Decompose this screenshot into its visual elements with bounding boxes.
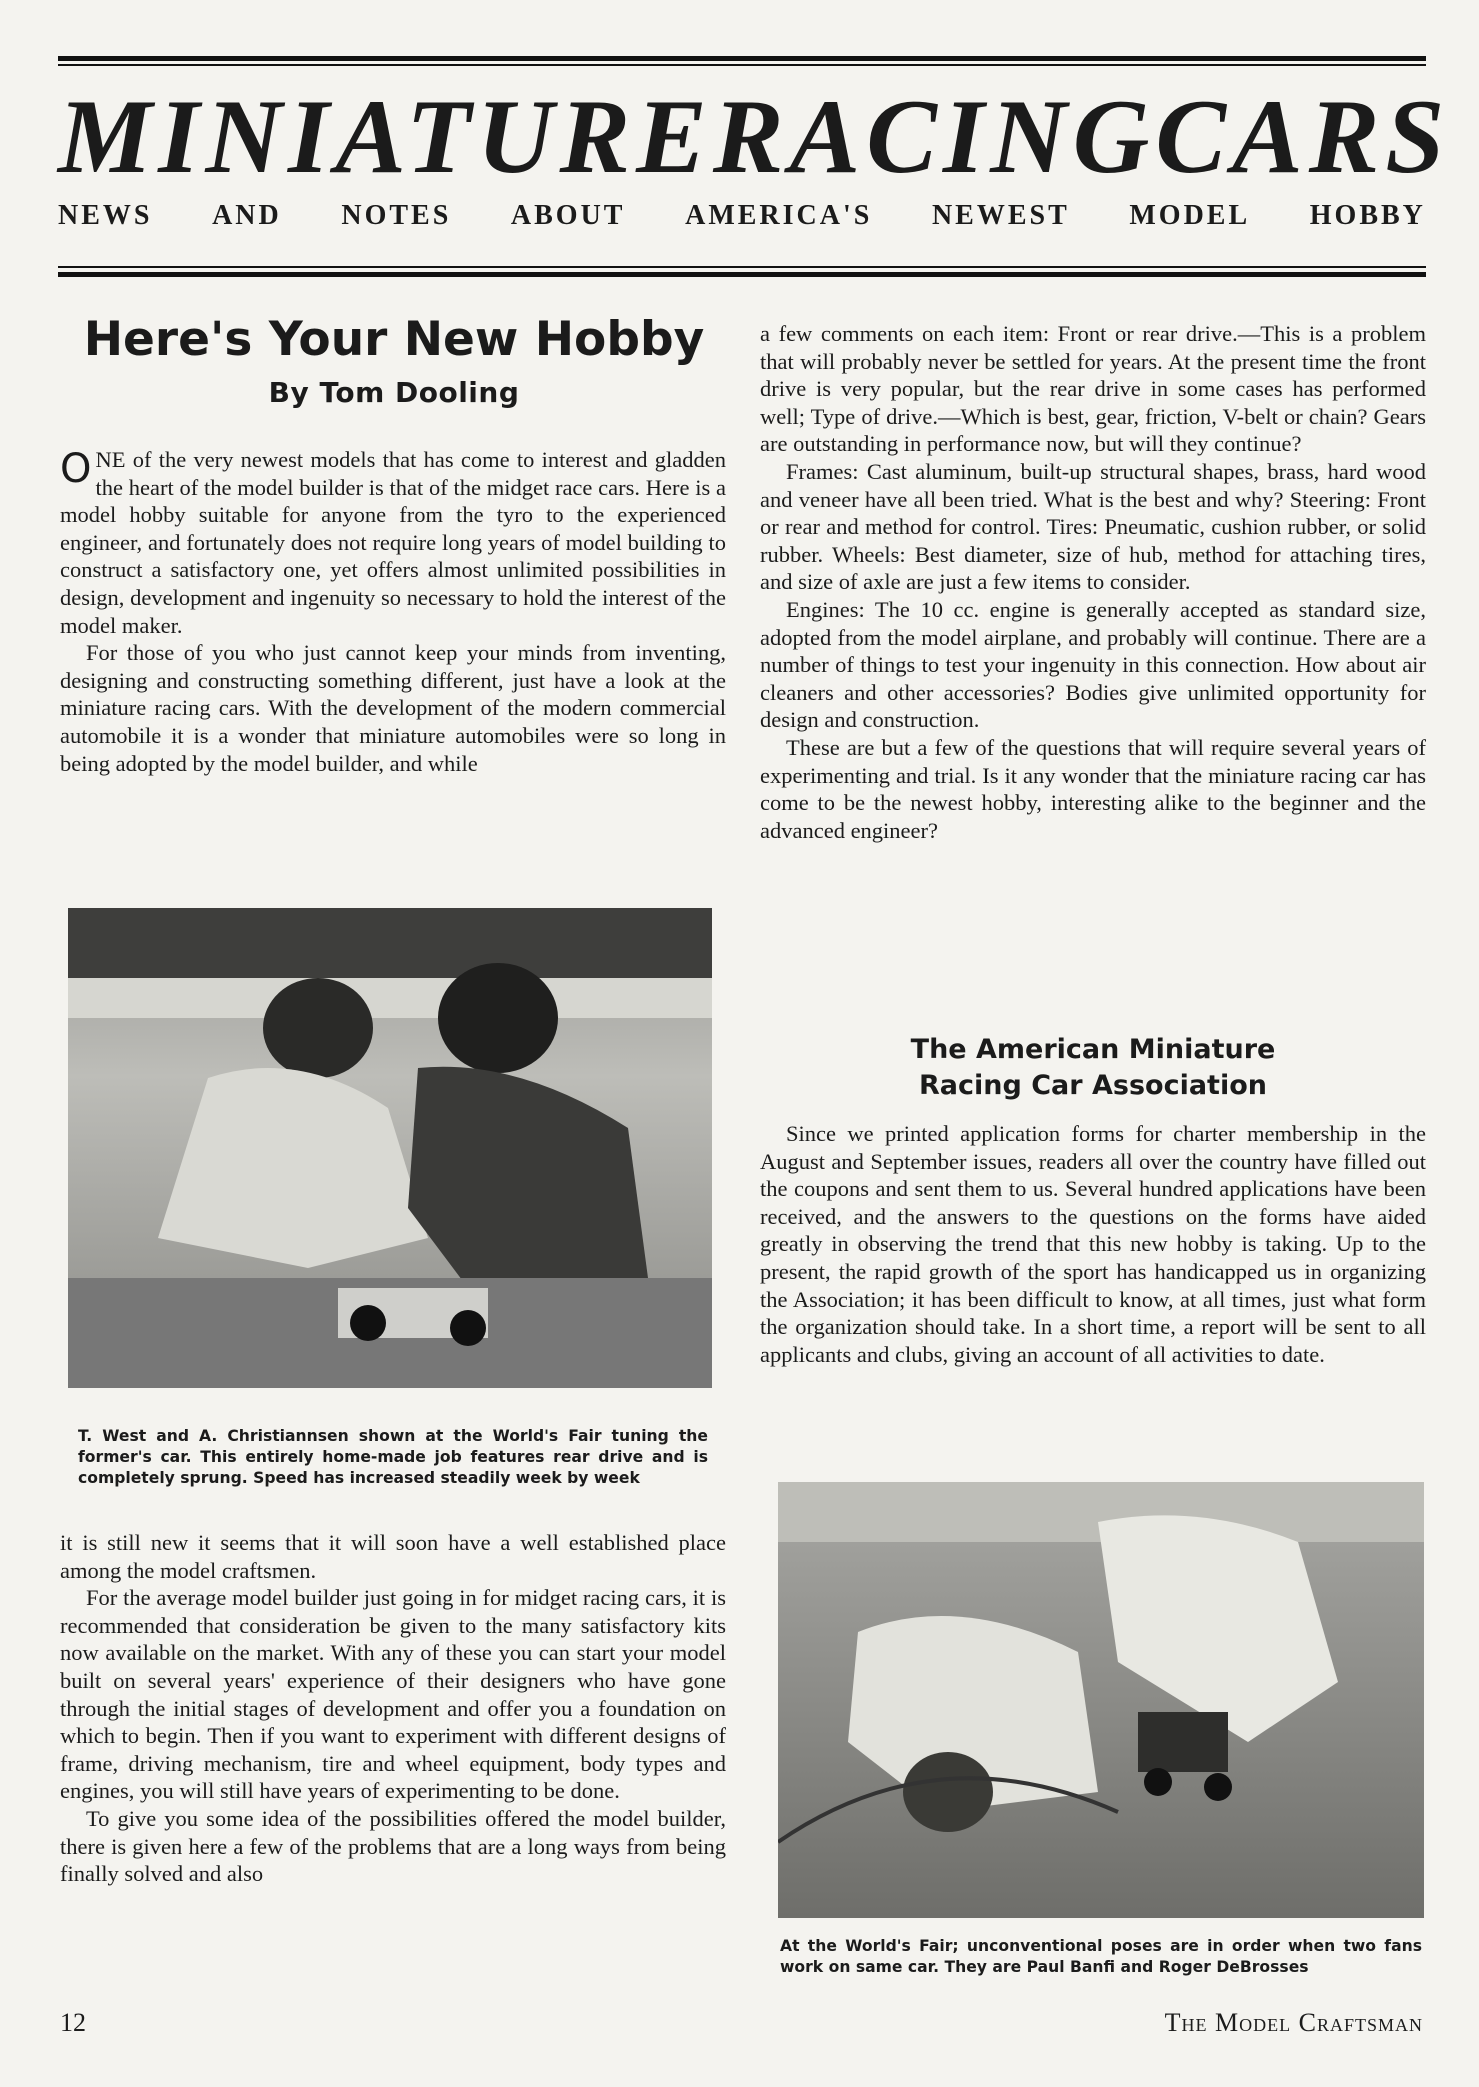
masthead-title-word: CARS (1155, 78, 1451, 195)
paragraph: For the average model builder just going in for midget racing cars, it is recommended that consideration be given to the many satisfactory kits now available on the market. With any of these you can start your model built on several years' experience of their designers who have gone through the initial stages of development and offer you a foundation on which to begin. Then if you want to experiment with different designs of frame, driving mechanism, tire and wheel equipment, body types and engines, you will still have years of experimenting to be done. (60, 1585, 726, 1804)
photo-two-men-tuning-car (68, 908, 712, 1388)
masthead-subtitle-word: MODEL (1129, 200, 1251, 231)
masthead-subtitle-word: AMERICA'S (685, 200, 873, 231)
article-title: Here's Your New Hobby (83, 312, 705, 367)
masthead-subtitle-word: NOTES (341, 200, 452, 231)
masthead-title (58, 78, 1451, 195)
right-column-middle (760, 1120, 1426, 1368)
masthead-subtitle-word: NEWEST (931, 200, 1070, 231)
paragraph: For those of you who just cannot keep your minds from inventing, designing and constructing something different, just have a look at the miniature racing cars. With the development of the modern commercial automobile it is a wonder that miniature automobiles were so long in being adopted by the model builder, and while (60, 640, 726, 776)
page-number: 12 (60, 2008, 86, 2037)
left-column-bottom (60, 1529, 726, 1888)
section-subhead (760, 1032, 1426, 1104)
masthead-bottom-rule-thin (58, 266, 1426, 268)
masthead-subtitle-word: ABOUT (510, 200, 626, 231)
paragraph: Frames: Cast aluminum, built-up structural shapes, brass, hard wood and veneer have all been tried. What is the best and why? Steering: Front or rear and method for control. Tires: Pneumatic, cushion rubber, or solid rubber. Wheels: Best diameter, size of hub, method for attaching tires, and size of axle are just a few items to consider. (760, 458, 1426, 595)
masthead-subtitle (58, 200, 1426, 232)
byline: By Tom Dooling (268, 376, 520, 409)
drop-cap: O (60, 446, 92, 492)
photo-image (778, 1482, 1424, 1918)
masthead-bottom-rule (58, 272, 1426, 277)
paragraph: To give you some idea of the possibilities offered the model builder, there is given here a few of the problems that are a long ways from being finally solved and also (60, 1805, 726, 1887)
photo-image (68, 908, 712, 1388)
masthead-subtitle-word: HOBBY (1309, 200, 1426, 231)
publication-name: The Model Craftsman (1164, 2008, 1423, 2037)
paragraph: Since we printed application forms for charter membership in the August and September issues, readers all over the country have filled out the coupons and sent them to us. Several hundred applications have been received, and the answers to the questions on the forms have aided greatly in observing the trend that this new hobby is taking. Up to the present, the rapid growth of the sport has handicapped us in organizing the Association; it has been difficult to know, at all times, just what form the organization should take. In a short time, a report will be sent to all applicants and clubs, giving an account of all activities to date. (760, 1121, 1426, 1367)
masthead-subtitle-word: NEWS (58, 200, 153, 231)
paragraph (60, 446, 726, 639)
photo1-caption: T. West and A. Christiannsen shown at the World's Fair tuning the former's car. This entirely home-made job features rear drive and is completely sprung. Speed has increased steadily week by week (78, 1427, 708, 1487)
paragraph: Engines: The 10 cc. engine is generally accepted as standard size, adopted from the model airplane, and probably will continue. There are a number of things to test your ingenuity in this connection. How about air cleaners and other accessories? Bodies give unlimited opportunity for design and construction. (760, 596, 1426, 733)
photo-two-fans-working-on-car (778, 1482, 1424, 1918)
paragraph: a few comments on each item: Front or rear drive.—This is a problem that will probably never be settled for years. At the present time the front drive is very popular, but the rear drive in some cases has performed well; Type of drive.—Which is best, gear, friction, V-belt or chain? Gears are outstanding in performance now, but will they continue? (760, 321, 1426, 457)
photo2-caption: At the World's Fair; unconventional poses are in order when two fans work on same car. They are Paul Banfi and Roger DeBrosses (780, 1937, 1422, 1976)
subhead-line: The American Miniature (910, 1034, 1276, 1065)
left-column-top (60, 446, 726, 777)
masthead-top-rule (58, 56, 1426, 61)
subhead-line: Racing Car Association (919, 1070, 1267, 1101)
right-column-top (760, 320, 1426, 844)
masthead-title-word: MINIATURE (58, 78, 713, 195)
paragraph: it is still new it seems that it will soon have a well established place among the model craftsmen. (60, 1530, 726, 1583)
masthead-title-word: RACING (712, 78, 1156, 195)
masthead-subtitle-word: AND (212, 200, 282, 231)
masthead-top-rule-thin (58, 64, 1426, 66)
paragraph: These are but a few of the questions that will require several years of experimenting and trial. Is it any wonder that the miniature racing car has come to be the newest hobby, interesting alike to the beginner and the advanced engineer? (760, 734, 1426, 843)
paragraph-text: NE of the very newest models that has come to interest and gladden the heart of the model builder is that of the midget race cars. Here is a model hobby suitable for anyone from the tyro to the experienced engineer, and fortunately does not require long years of model building to construct a satisfactory one, yet offers almost unlimited possibilities in design, development and ingenuity so necessary to hold the interest of the model maker. (60, 447, 726, 638)
